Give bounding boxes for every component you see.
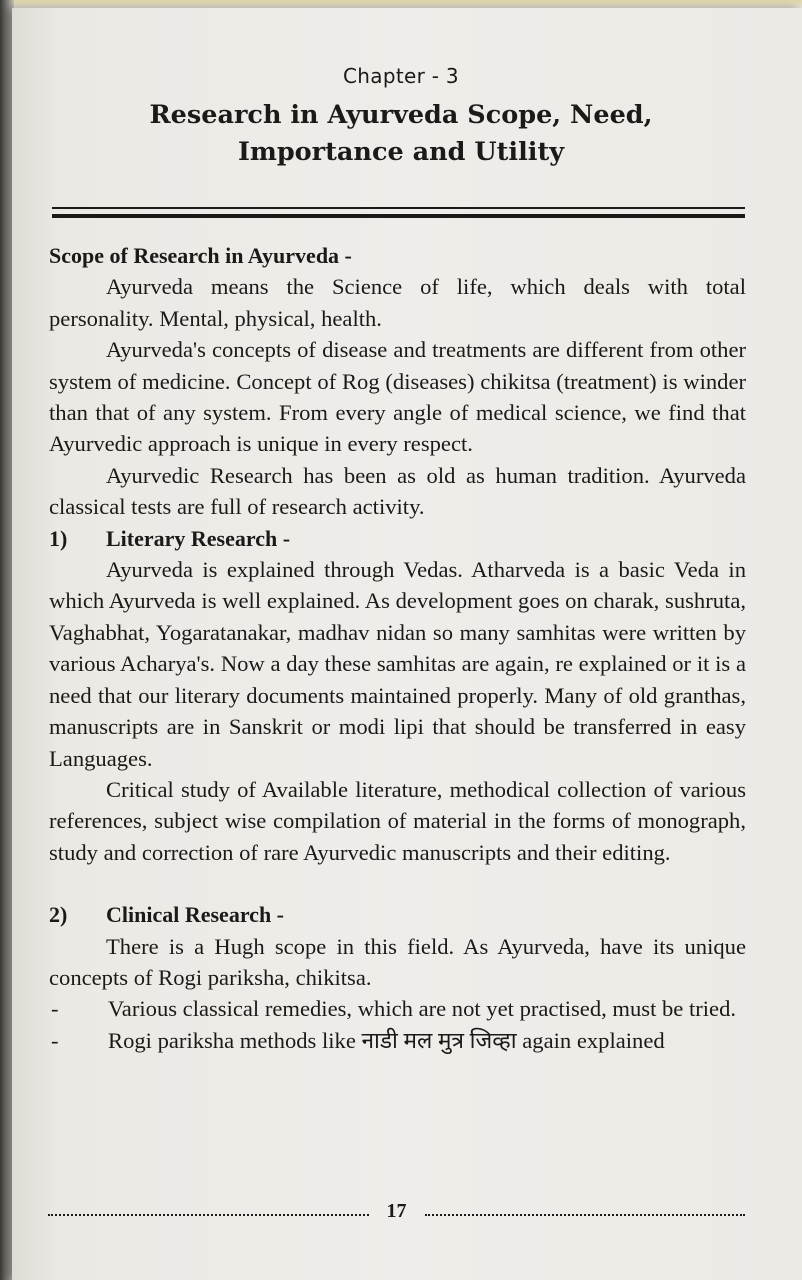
chapter-title-line-2: Importance and Utility (237, 137, 565, 167)
list-item-text: Rogi pariksha methods like नाडी मल मुत्र जिव्हा again explained (108, 1027, 665, 1053)
chapter-title (0, 97, 802, 171)
footer-dotted-rule-left (48, 1214, 369, 1216)
paragraph: There is a Hugh scope in this field. As Ayurveda, have its unique concepts of Rogi pariksha, chikitsa. (49, 933, 746, 990)
paragraph: Ayurveda means the Science of life, which deals with total personality. Mental, physical, health. (49, 274, 746, 331)
list-dash: - (51, 996, 59, 1022)
paragraph: Ayurvedic Research has been as old as human tradition. Ayurveda classical tests are full of research activity. (49, 462, 746, 520)
subsection-number: 1) (49, 525, 68, 551)
section-heading: Scope of Research in Ayurveda - (49, 243, 352, 268)
chapter-title-line-1: Research in Ayurveda Scope, Need, (149, 100, 653, 130)
paragraph: Critical study of Available literature, methodical collection of various references, subject wise compilation of material in the forms of monograph, study and correction of rare Ayurvedic manuscripts and their editing. (49, 776, 746, 865)
title-rule-thin (52, 207, 745, 209)
page-body (49, 240, 746, 1056)
list-item (49, 1025, 746, 1056)
subsection-heading-literary (49, 523, 746, 554)
subsection-title: Clinical Research - (106, 902, 285, 928)
page-footer (48, 1197, 745, 1225)
page-number: 17 (386, 1199, 407, 1222)
spacer (49, 868, 746, 899)
chapter-label: Chapter - 3 (343, 64, 459, 88)
subsection-title: Literary Research - (106, 525, 291, 551)
list-item-text: Various classical remedies, which are not yet practised, must be tried. (108, 996, 737, 1022)
list-item (49, 993, 746, 1024)
footer-dotted-rule-right (425, 1214, 746, 1216)
paragraph: Ayurveda's concepts of disease and treatments are different from other system of medicine. Concept of Rog (diseases) chikitsa (treatment) is winder than that of any system. From every angle of medical science, we find that Ayurvedic approach is unique in every respect. (49, 337, 746, 457)
page-top-edge (14, 0, 802, 8)
list-dash: - (51, 1027, 59, 1053)
title-rule-thick (52, 214, 745, 218)
paragraph: Ayurveda is explained through Vedas. Atharveda is a basic Veda in which Ayurveda is well explained. As development goes on charak, sushruta, Vaghabhat, Yogaratanakar, madhav nidan so many samhitas were written by various Acharya's. Now a day these samhitas are again, re explained or it is a need that our literary documents maintained properly. Many of old granthas, manuscripts are in Sanskrit or modi lipi that should be transferred in easy Languages. (49, 557, 746, 771)
subsection-heading-clinical (49, 899, 746, 930)
subsection-number: 2) (49, 902, 68, 928)
